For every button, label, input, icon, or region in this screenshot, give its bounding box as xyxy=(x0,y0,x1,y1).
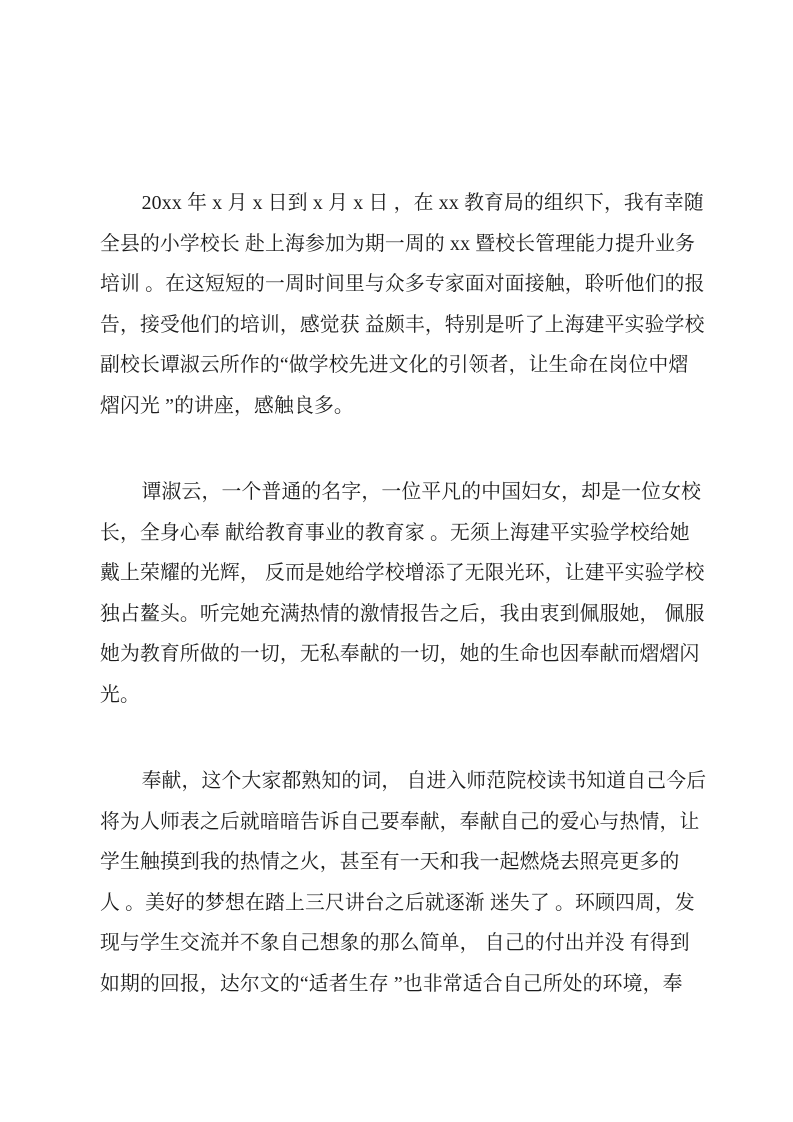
document-content xyxy=(100,183,707,1050)
text-line: 人 。美好的梦想在踏上三尺讲台之后就逐渐 迷失了 。环顾四周，发 xyxy=(100,891,695,914)
text-line: 20xx 年 x 月 x 日到 x 月 x 日 ，在 xx 教育局的组织下，我有幸随 xyxy=(141,192,704,214)
text-line: 戴上荣耀的光辉， 反而是她给学校增添了无限光环，让建平实验学校 xyxy=(100,562,705,584)
paragraph-3 xyxy=(100,761,707,1004)
text-line: 副校长谭淑云所作的“做学校先进文化的引领者，让生命在岗位中熠 xyxy=(100,354,689,376)
text-line: 谭淑云，一个普通的名字，一位平凡的中国妇女，却是一位女校 xyxy=(141,481,702,503)
paragraph-1 xyxy=(100,183,705,426)
text-line: 长，全身心奉 献给教育事业的教育家 。无须上海建平实验学校给她 xyxy=(100,521,690,544)
text-line: 培训 。在这短短的一周时间里与众多专家面对面接触，聆听他们的报 xyxy=(100,273,705,295)
text-line: 告，接受他们的培训，感觉获 益颇丰，特别是听了上海建平实验学校 xyxy=(100,313,705,336)
text-line: 现与学生交流并不象自己想象的那么简单， 自己的付出并没 有得到 xyxy=(100,932,690,954)
text-line: 将为人师表之后就暗暗告诉自己要奉献，奉献自己的爱心与热情，让 xyxy=(100,810,700,833)
text-line: 学生触摸到我的热情之火，甚至有一天和我一起燃烧去照亮更多的 xyxy=(100,851,680,873)
paragraph-2 xyxy=(100,472,705,715)
text-line: 她为教育所做的一切，无私奉献的一切，她的生命也因奉献而熠熠闪 xyxy=(100,643,700,665)
text-line: 全县的小学校长 赴上海参加为期一周的 xx 暨校长管理能力提升业务 xyxy=(100,232,696,255)
text-line: 如期的回报，达尔文的“适者生存 ”也非常适合自己所处的环境，奉 xyxy=(100,972,683,995)
text-line: 奉献，这个大家都熟知的词， 自进入师范院校读书知道自己今后 xyxy=(141,770,707,792)
text-line: 独占鳌头。听完她充满热情的激情报告之后，我由衷到佩服她， 佩服 xyxy=(100,602,705,625)
text-line: 光。 xyxy=(100,683,140,706)
text-line: 熠闪光 ”的讲座，感触良多。 xyxy=(100,394,354,417)
